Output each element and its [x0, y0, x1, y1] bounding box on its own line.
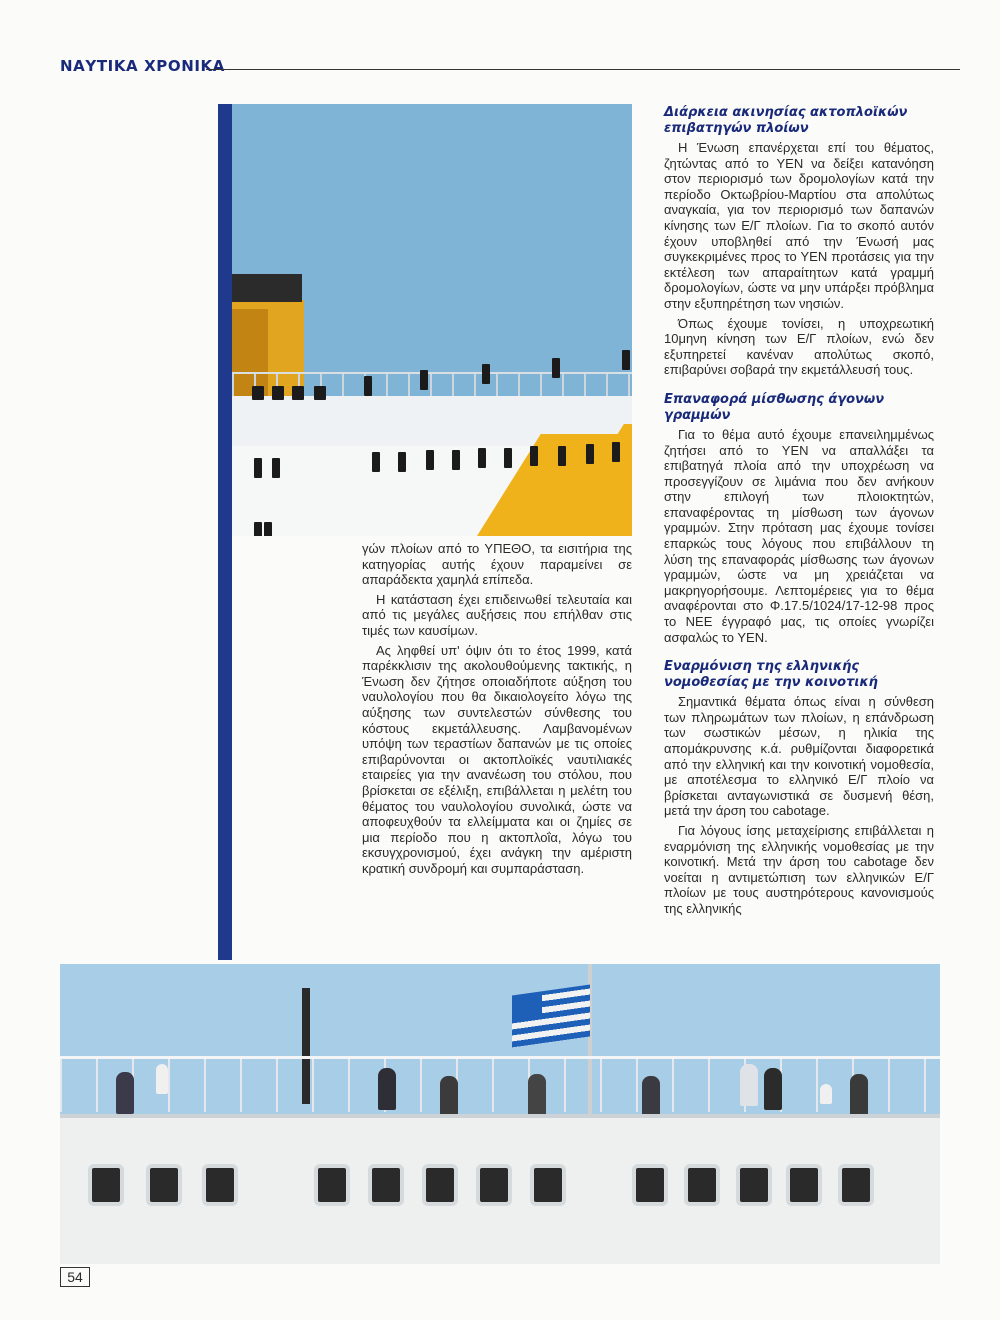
ship-window	[292, 386, 304, 400]
ship-window	[612, 442, 620, 462]
paragraph: Για λόγους ίσης μεταχείρισης επιβάλλεται η εναρμόνιση της ελληνικής νομοθεσίας με την κοινοτική. Μετά την άρση του cabotage δεν νοείται η αντιμετώπιση των ελληνικών Ε/Γ πλοίων με τους αυστηρότερους κανονισμούς της ελληνικής	[664, 822, 934, 916]
porthole-window	[632, 1164, 668, 1206]
section-heading: Επαναφορά μίσθωσης άγονων γραμμών	[664, 391, 885, 423]
ship-window	[452, 450, 460, 470]
hull-edge	[60, 1114, 940, 1118]
porthole-window	[736, 1164, 772, 1206]
ship-window	[504, 448, 512, 468]
ship-window	[420, 370, 428, 390]
ship-window	[272, 386, 284, 400]
ship-window	[372, 452, 380, 472]
ship-window	[398, 452, 406, 472]
ship-window	[254, 458, 262, 478]
right-text-column	[664, 105, 934, 921]
ship-window	[272, 458, 280, 478]
passenger	[740, 1064, 758, 1106]
ship-window	[552, 358, 560, 378]
paragraph: Η Ένωση επανέρχεται επί του θέματος, ζητώντας από το ΥΕΝ να δείξει κατανόηση στον περιορισμό των δρομολογίων κατά την περίοδο Οκτωβρίου-Μαρτίου στα απολύτως αναγκαία, για τον περιορισμό των δαπανών κίνησης των Ε/Γ πλοίων. Για το σκοπό αυτόν έχουν υποβληθεί από την Ένωσή μας συγκεκριμένες προς το ΥΕΝ προτάσεις για την εκτέλεση των απαραίτητων κατά γραμμή δρομολογίων, ώστε να μην υπάρξει πρόβλημα στην εξυπηρέτηση των νησιών.	[664, 140, 934, 311]
funnel-cap	[232, 274, 302, 302]
header-rule	[206, 69, 960, 70]
ship-window	[530, 446, 538, 466]
passenger	[642, 1076, 660, 1118]
magazine-title: ΝΑΥΤΙΚΑ ΧΡΟΝΙΚΑ	[60, 57, 225, 75]
passenger	[440, 1076, 458, 1118]
paragraph: Για το θέμα αυτό έχουμε επανειλημμένως ζητήσει από το ΥΕΝ να απαλλάξει τα επιβατηγά πλοία από την υποχρέωση να προσεγγίζουν σε λιμάνια που δεν ανήκουν στην επιλογή των πλοιοκτητών, επαναφέροντας τη μίσθωση των άγονων γραμμών. Στην πρόταση μας έχουμε τονίσει επαρκώς τους λόγους που επιβάλλουν τη λύση της επαναφοράς μίσθωσης των άγονων γραμμών, ώστε να μη χρειάζεται να μακρηγορήσουμε. Λεπτομέρειες για το θέμα αναφέρονται στο Φ.17.5/1024/17-12-98 προς το ΝΕΕ έγγραφό μας, τις οποίες γνωρίζει ασφαλώς το ΥΕΝ.	[664, 426, 934, 645]
ship-window	[558, 446, 566, 466]
section-heading: Διάρκεια ακινησίας ακτοπλοϊκών επιβατηγών πλοίων	[664, 105, 908, 136]
porthole-window	[476, 1164, 512, 1206]
ship-funnel-photo	[232, 104, 632, 536]
porthole-window	[146, 1164, 182, 1206]
passenger	[764, 1068, 782, 1110]
passenger	[850, 1074, 868, 1116]
ship-window	[426, 450, 434, 470]
ship-window	[254, 522, 262, 536]
ship-window	[314, 386, 326, 400]
porthole-window	[786, 1164, 822, 1206]
passenger	[528, 1074, 546, 1116]
paragraph: γών πλοίων από το ΥΠΕΘΟ, τα εισιτήρια της κατηγορίας αυτής έχουν παραμείνει σε απαράδεκτα χαμηλά επίπεδα.	[362, 541, 632, 588]
ship-window	[622, 350, 630, 370]
paragraph: Σημαντικά θέματα όπως είναι η σύνθεση των πληρωμάτων των πλοίων, η επάνδρωση των σωστικών μέσων, η ηλικία της απομάκρυνσης κ.ά. ρυθμίζονται διαφορετικά από την ελληνική και την κοινοτική νομοθεσία, με αποτέλεσμα το ελληνικό Ε/Γ πλοίο να βρίσκεται ανταγωνιστικά σε δυσμενή θέση, μετά την άρση του cabotage.	[664, 694, 934, 819]
paragraph: Όπως έχουμε τονίσει, η υποχρεωτική 10μηνη κίνηση των Ε/Γ πλοίων, ενώ δεν εξυπηρετεί κανέναν απολύτως σκοπό, επιβαρύνει σοβαρά την εκμετάλλευσή τους.	[664, 315, 934, 378]
passenger	[116, 1072, 134, 1114]
accent-bar	[218, 104, 232, 960]
porthole-window	[202, 1164, 238, 1206]
ship-deck-photo	[60, 964, 940, 1264]
porthole-window	[684, 1164, 720, 1206]
ship-window	[478, 448, 486, 468]
section-heading: Εναρμόνιση της ελληνικής νομοθεσίας με την κοινοτική	[664, 659, 878, 691]
porthole-window	[314, 1164, 350, 1206]
porthole-window	[368, 1164, 404, 1206]
porthole-window	[530, 1164, 566, 1206]
porthole-window	[88, 1164, 124, 1206]
paragraph: Η κατάσταση έχει επιδεινωθεί τελευταία και από τις μεγάλες αυξήσεις που επήλθαν στις τιμές των καυσίμων.	[362, 591, 632, 638]
ship-window	[252, 386, 264, 400]
deck-railing	[60, 1056, 940, 1112]
flag-canton	[512, 992, 542, 1022]
ship-window	[586, 444, 594, 464]
left-text-column	[362, 541, 632, 880]
paragraph: Ας ληφθεί υπ' όψιν ότι το έτος 1999, κατά παρέκκλισιν της ακολουθούμενης τακτικής, η Ένωση δεν ζήτησε οποιαδήποτε αύξηση του ναυλολογίου που θα δικαιολογείτο λόγω της αύξησης των συντελεστών σύνθεσης του κόστους εκμετάλλευσης. Λαμβανομένων υπόψη των τεραστίων δαπανών με τις οποίες επιβαρύνονται οι ακτοπλοϊκές ναυτιλιακές εταιρείες για την ανανέωση του στόλου, που βρίσκεται σε εξέλιξη, επιβάλλεται η μελέτη του θέματος του ναυλολογίου συνολικά, ώστε να αποφευχθούν τα ελλείμματα και οι ζημίες σε μια περίοδο που η ακτοπλοΐα, λόγω του εκσυγχρονισμού, έχει ανάγκη την αμέριστη κρατική συνδρομή και συμπαράσταση.	[362, 642, 632, 876]
porthole-window	[838, 1164, 874, 1206]
page-number: 54	[60, 1267, 90, 1287]
porthole-window	[422, 1164, 458, 1206]
ship-window	[264, 522, 272, 536]
ship-window	[482, 364, 490, 384]
ship-window	[364, 376, 372, 396]
passenger	[378, 1068, 396, 1110]
